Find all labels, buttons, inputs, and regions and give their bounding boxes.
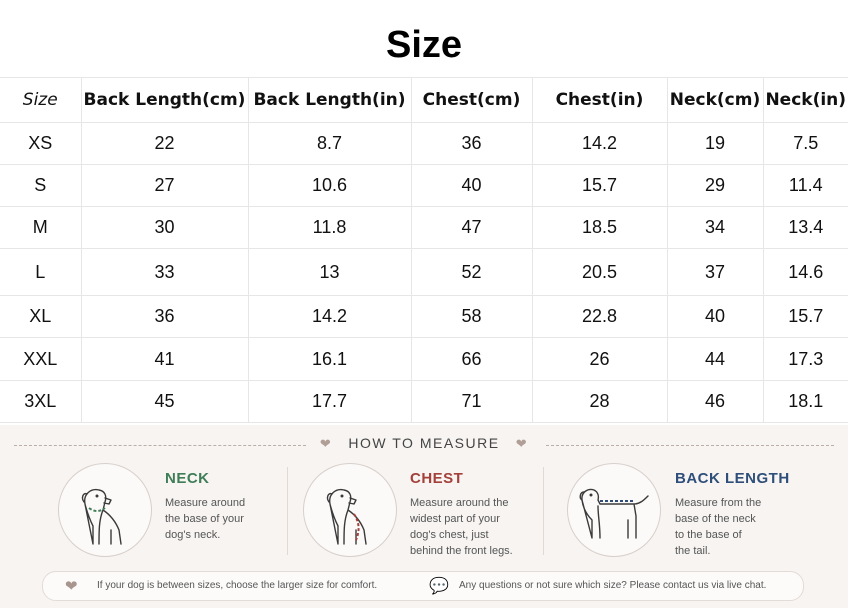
heart-icon: ❤	[515, 436, 529, 451]
table-cell: 44	[667, 338, 763, 381]
table-row	[0, 249, 848, 296]
table-cell: XL	[0, 296, 81, 338]
table-cell: 20.5	[532, 249, 667, 296]
chat-bubble-icon: 💬	[429, 578, 449, 595]
table-cell: 16.1	[248, 338, 411, 381]
page-title: Size	[385, 24, 463, 66]
table-cell: 22.8	[532, 296, 667, 338]
table-header-row	[0, 78, 848, 123]
table-cell: M	[0, 207, 81, 249]
table-cell: 41	[81, 338, 248, 381]
table-cell: 40	[667, 296, 763, 338]
table-row	[0, 381, 848, 423]
table-cell: 27	[81, 165, 248, 207]
table-cell: 8.7	[248, 123, 411, 165]
table-cell: 71	[411, 381, 532, 423]
table-cell: 13	[248, 249, 411, 296]
table-cell: 46	[667, 381, 763, 423]
heart-icon: ❤	[65, 578, 78, 595]
table-cell: 40	[411, 165, 532, 207]
measure-neck	[58, 463, 278, 559]
table-cell: 19	[667, 123, 763, 165]
table-cell: 17.7	[248, 381, 411, 423]
column-header-size: Size	[0, 78, 81, 123]
table-cell: 15.7	[532, 165, 667, 207]
table-cell: 66	[411, 338, 532, 381]
table-cell: 28	[532, 381, 667, 423]
table-cell: 34	[667, 207, 763, 249]
divider	[543, 467, 544, 555]
size-table	[0, 77, 848, 423]
table-cell: 33	[81, 249, 248, 296]
table-cell: 45	[81, 381, 248, 423]
divider	[287, 467, 288, 555]
column-header-neck-cm: Neck(cm)	[667, 78, 763, 123]
measure-neck-description: Measure around the base of your dog's neck.	[165, 497, 246, 541]
measure-back-length-description: Measure from the base of the neck to the base of the tail.	[675, 497, 762, 557]
heart-icon: ❤	[319, 436, 333, 451]
table-cell: 37	[667, 249, 763, 296]
table-cell: 15.7	[763, 296, 848, 338]
how-to-measure-header	[0, 435, 848, 457]
table-cell: XS	[0, 123, 81, 165]
table-cell: 29	[667, 165, 763, 207]
table-cell: 11.8	[248, 207, 411, 249]
table-cell: 26	[532, 338, 667, 381]
table-cell: 47	[411, 207, 532, 249]
column-header-back-length-in: Back Length(in)	[248, 78, 411, 123]
table-cell: XXL	[0, 338, 81, 381]
table-cell: 18.5	[532, 207, 667, 249]
measure-chest	[303, 463, 533, 559]
table-cell: 3XL	[0, 381, 81, 423]
table-cell: L	[0, 249, 81, 296]
table-cell: 11.4	[763, 165, 848, 207]
table-cell: 14.2	[532, 123, 667, 165]
measure-chest-description: Measure around the widest part of your dog's chest, just behind the front legs.	[410, 497, 513, 557]
table-cell: 58	[411, 296, 532, 338]
table-cell: S	[0, 165, 81, 207]
column-header-neck-in: Neck(in)	[763, 78, 848, 123]
table-row	[0, 123, 848, 165]
table-cell: 36	[411, 123, 532, 165]
table-cell: 13.4	[763, 207, 848, 249]
measure-neck-title: NECK	[165, 470, 210, 487]
tips-bar	[42, 571, 804, 601]
column-header-back-length-cm: Back Length(cm)	[81, 78, 248, 123]
sizing-tip: If your dog is between sizes, choose the larger size for comfort.	[97, 580, 378, 591]
column-header-chest-in: Chest(in)	[532, 78, 667, 123]
table-cell: 30	[81, 207, 248, 249]
table-row	[0, 338, 848, 381]
table-row	[0, 165, 848, 207]
column-header-chest-cm: Chest(cm)	[411, 78, 532, 123]
table-cell: 7.5	[763, 123, 848, 165]
contact-tip: Any questions or not sure which size? Please contact us via live chat.	[459, 580, 767, 591]
dog-neck-icon	[58, 463, 152, 557]
dog-chest-icon	[303, 463, 397, 557]
table-cell: 18.1	[763, 381, 848, 423]
table-cell: 36	[81, 296, 248, 338]
table-cell: 52	[411, 249, 532, 296]
table-row	[0, 296, 848, 338]
how-to-measure-heading: HOW TO MEASURE	[348, 435, 500, 451]
table-row	[0, 207, 848, 249]
table-cell: 17.3	[763, 338, 848, 381]
measure-back-length	[567, 463, 807, 559]
table-cell: 22	[81, 123, 248, 165]
measure-back-length-title: BACK LENGTH	[675, 470, 790, 487]
table-cell: 14.6	[763, 249, 848, 296]
how-to-measure-panel	[0, 425, 848, 608]
table-cell: 10.6	[248, 165, 411, 207]
dog-back-icon	[567, 463, 661, 557]
table-cell: 14.2	[248, 296, 411, 338]
measure-chest-title: CHEST	[410, 470, 464, 487]
